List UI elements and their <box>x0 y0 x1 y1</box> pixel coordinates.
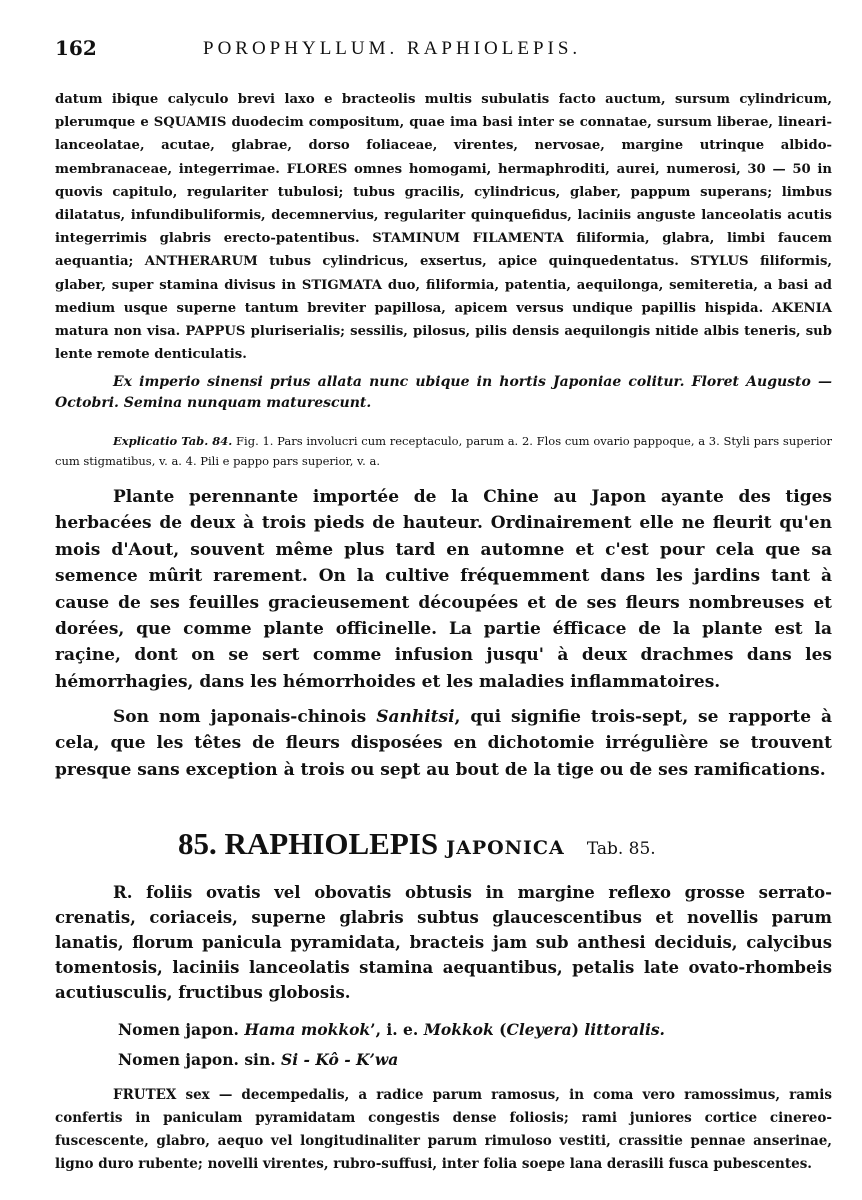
species-number-genus: 85. RAPHIOLEPIS <box>178 826 439 861</box>
fr2-before: Son nom japonais-chinois <box>113 707 377 727</box>
fr2-after: , qui signifie trois-sept, se rapporte à cela, que les têtes de fleurs disposées en dichotomie irrégulière se trouvent presque sans exception à trois ou sept au bout de la tige ou de ses ramifications. <box>55 707 832 780</box>
nomen-end: littoralis. <box>584 1020 665 1039</box>
nomen-name: Hama mokkok <box>244 1020 371 1039</box>
page-number: 162 <box>55 36 97 60</box>
nomen-sin-name: Si - Kô - K’wa <box>281 1050 399 1069</box>
nomen-name2: Mokkok <box>423 1020 494 1039</box>
species-heading <box>178 826 798 866</box>
explanation-label: Explicatio Tab. 84. <box>113 434 233 448</box>
french-paragraph-1: Plante perennante importée de la Chine au Japon ayante des tiges herbacées de deux à trois pieds de hauteur. Ordinairement elle ne fleurit qu'en mois d'Aout, souvent même plus tard en automne et c'est pour cela que sa semence mûrit rarement. On la cultive fréquemment dans les jardins tant à cause de ses feuilles gracieusement découpées et de ses fleurs nombreuses et dorées, que comme plante officinelle. La partie éfficace de la plante est la raçine, dont on se sert comme infusion jusqu' à deux drachmes dans les hémorrhagies, dans les hémorrhoides et les maladies inflammatoires. <box>55 487 832 692</box>
frutex-description <box>55 1084 832 1176</box>
fr2-japanese-name: Sanhitsi <box>376 707 455 727</box>
explanation-text: Fig. 1. Pars involucri cum receptaculo, parum a. 2. Flos cum ovario pappoque, a 3. Styli pars superior cum stigmatibus, v. a. 4. Pili e pappo pars superior, v. a. <box>55 434 832 468</box>
species-diagnosis: R. foliis ovatis vel obovatis obtusis in margine reflexo grosse serrato-crenatis, coriaceis, superne glabris subtus glaucescentibus et novellis parum lanatis, florum panicula pyramidata, bracteis jam sub anthesi deciduis, calycibus tomentosis, laciniis lanceolatis stamina aequantibus, petalis late ovato-rhombeis acutiusculis, fructibus globosis. <box>55 883 832 1002</box>
latin-description: datum ibique calyculo brevi laxo e bracteolis multis subulatis facto auctum, sursum cylindricum, plerumque e SQUAMIS duodecim compositum, quae ima basi inter se connatae, sursum liberae, lineari-lanceolatae, acutae, glabrae, dorso foliaceae, virentes, nervosae, margine utrinque albido-membranaceae, integerrimae. FLORES omnes homogami, hermaphroditi, aurei, numerosi, 30 — 50 in quovis capitulo, regulariter tubulosi; tubus gracilis, cylindricus, glaber, pappum superans; limbus dilatatus, infundibuliformis, decemnervius, regulariter quinquefidus, laciniis anguste lanceolatis acutis integerrimis glabris erecto-patentibus. STAMINUM FILAMENTA filiformia, glabra, limbi faucem aequantia; ANTHERARUM tubus cylindricus, exsertus, apice quinquedentatus. STYLUS filiformis, glaber, super stamina divisus in STIGMATA duo, filiformia, patentia, aequilonga, semiteretia, a basi ad medium usque superne tantum breviter papillosa, apicem versus undique papillis hispida. AKENIA matura non visa. PAPPUS pluriserialis; sessilis, pilosus, pilis densis aequilongis nitide albis teneris, sub lente remote denticulatis. <box>55 92 832 363</box>
nomen-japon-sin <box>118 1050 838 1069</box>
frutex-lead: FRUTEX <box>113 1087 177 1103</box>
nomen-sin-label: Nomen japon. sin. <box>118 1050 276 1069</box>
french-paragraph-2 <box>55 704 832 783</box>
frutex-text: sex — decempedalis, a radice parum ramosus, in coma vero ramossimus, ramis confertis in paniculam pyramidatam congestis dense foliosis; rami juniores cortice cinereo-fuscescente, glabro, aequo vel longitudinaliter parum rimuloso vestiti, crassitie pennae anserinae, ligno duro rubente; novelli virentes, rubro-suffusi, inter folia soepe lana derasili fusca pubescentes. <box>55 1087 832 1172</box>
nomen-japon: Nomen japon. Hama mokkok’, i. e. Mokkok (Cleyera) littoralis. <box>118 1020 665 1039</box>
nomen-paren: Cleyera <box>506 1020 572 1039</box>
plate-reference: Tab. 85. <box>586 839 656 859</box>
habitat-note: Ex imperio sinensi prius allata nunc ubique in hortis Japoniae colitur. Floret Augusto — Octobri. Semina nunquam maturescunt. <box>55 374 832 411</box>
plate-explanation <box>55 432 832 471</box>
running-title: POROPHYLLUM. RAPHIOLEPIS. <box>203 38 582 59</box>
running-header <box>55 36 830 66</box>
nomen-label: Nomen japon. <box>118 1020 239 1039</box>
nomen-middle: ’, i. e. <box>370 1020 424 1039</box>
species-epithet: JAPONICA <box>446 837 565 859</box>
